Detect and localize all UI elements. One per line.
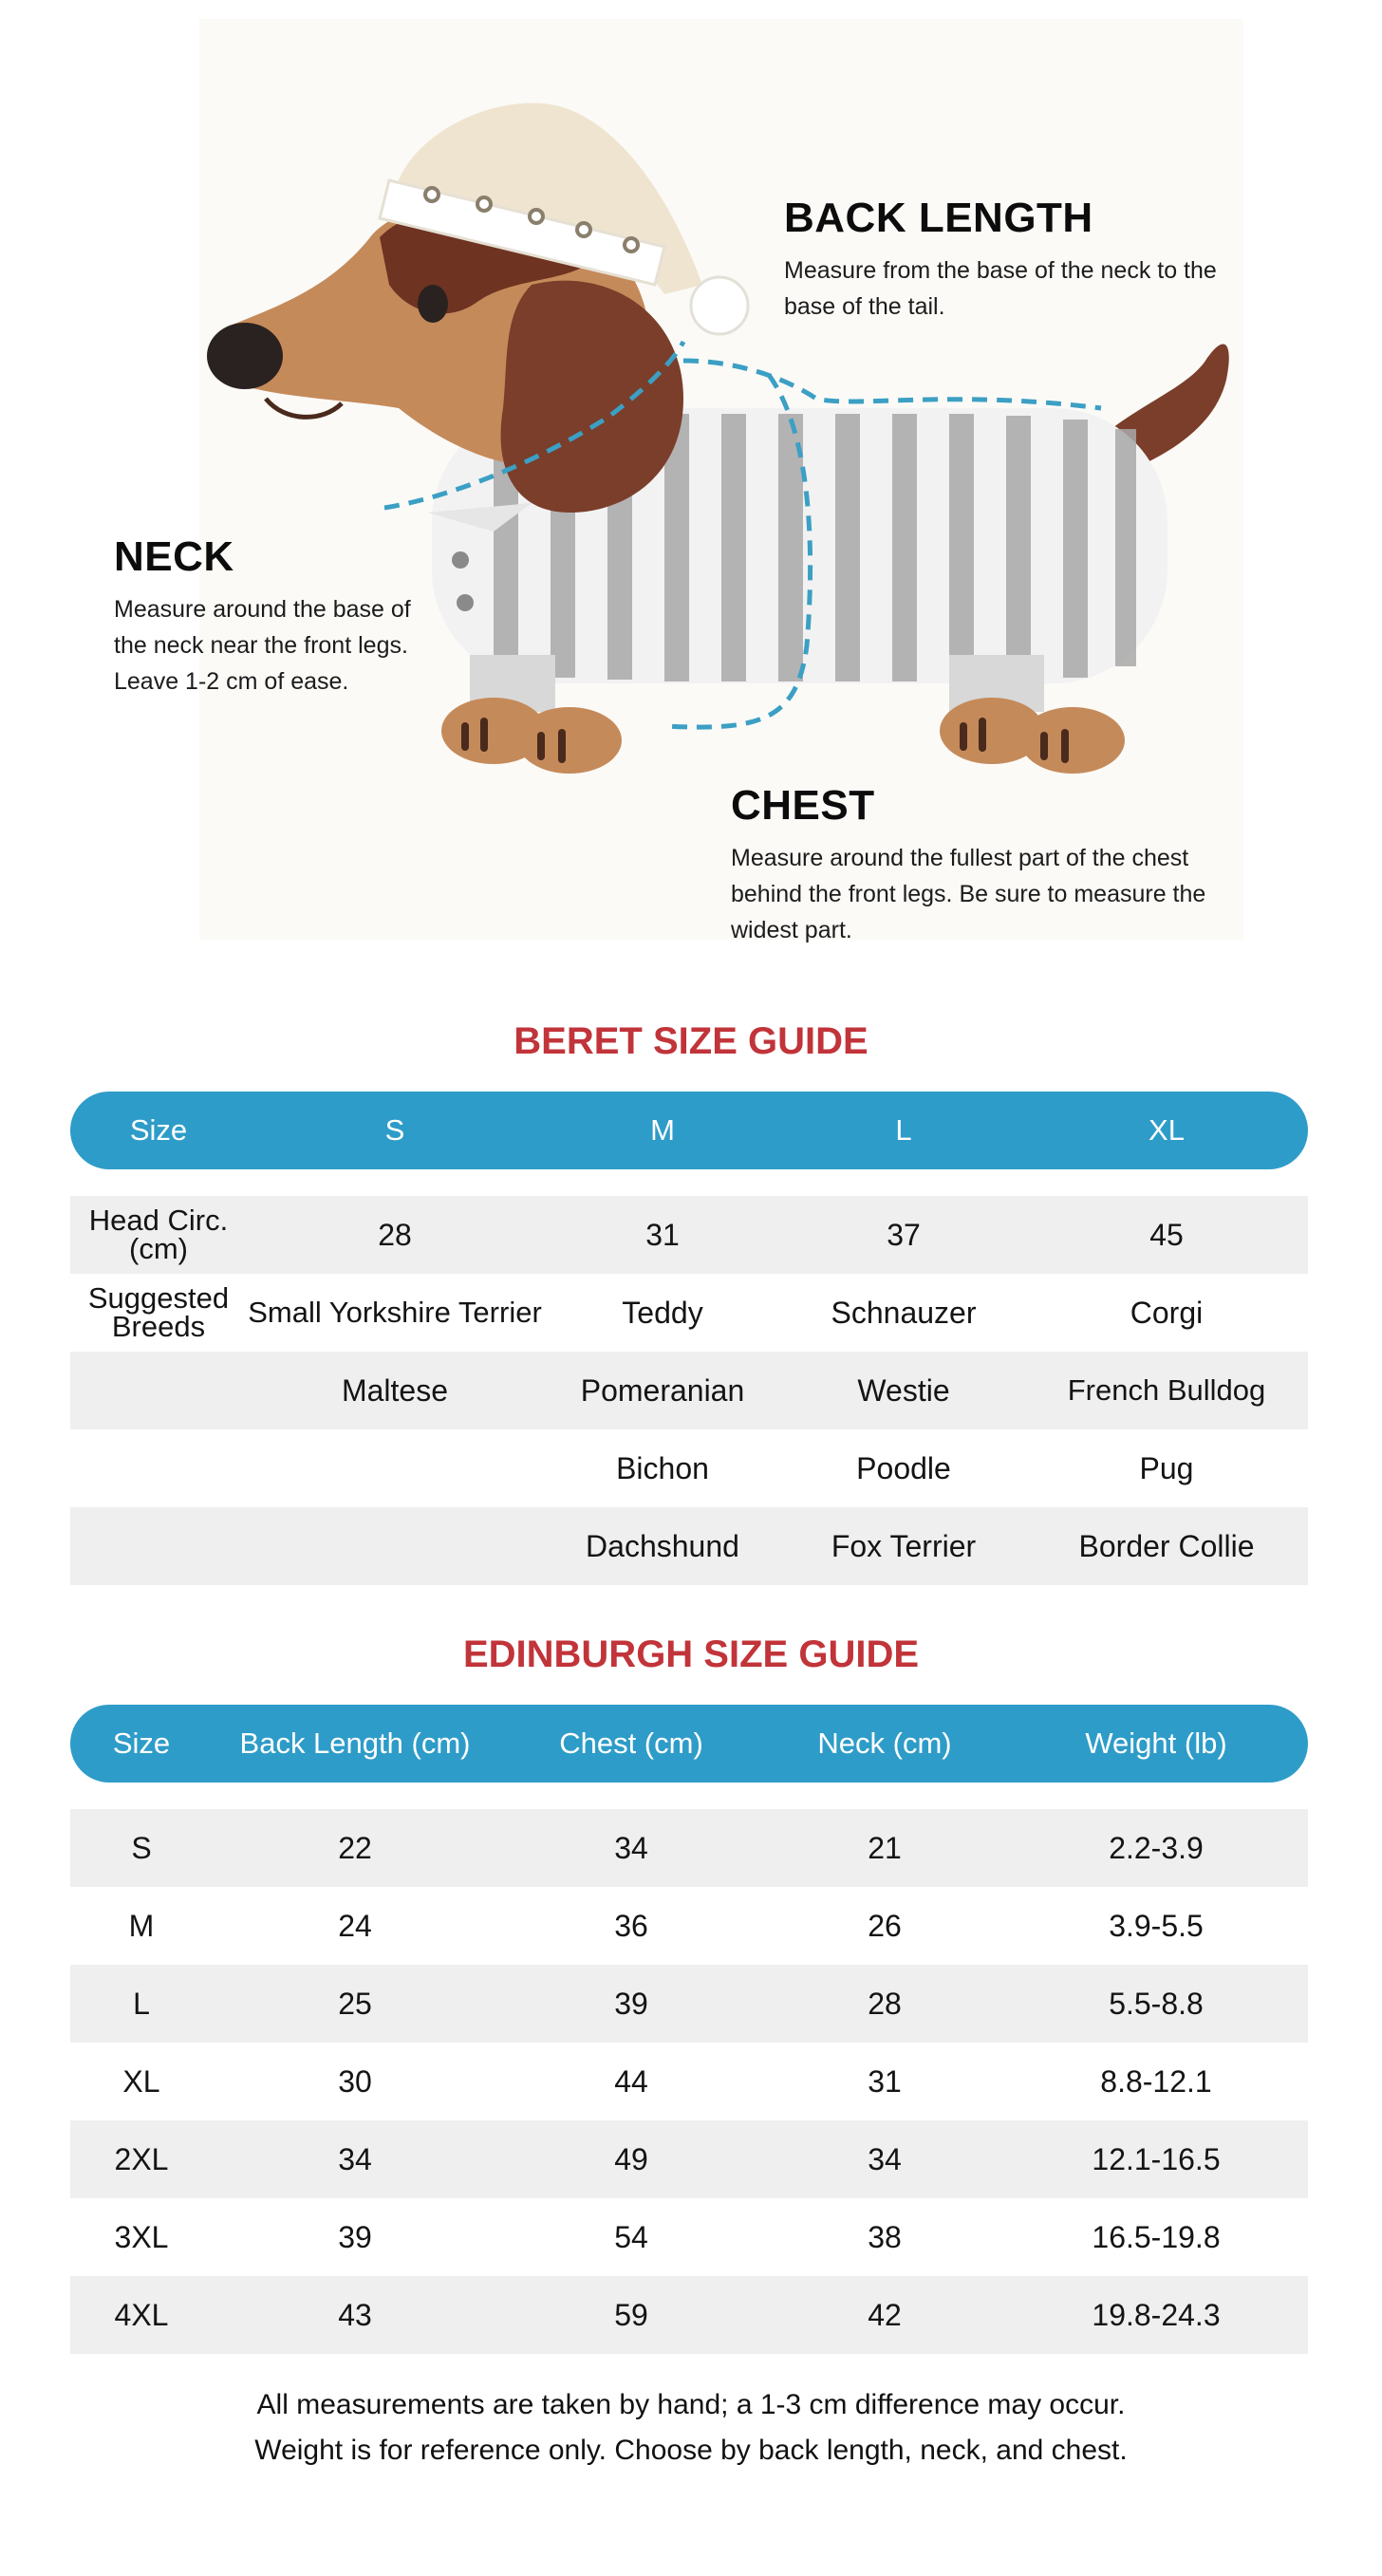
table-cell: 31 [645,1218,680,1252]
table-cell: Suggested Breeds [87,1281,230,1343]
table-cell: Maltese [341,1373,449,1408]
measurement-note-line-2: Weight is for reference only. Choose by back length, neck, and chest. [254,2435,1128,2466]
table-cell: 43 [338,2298,372,2332]
table-cell: Fox Terrier [831,1529,977,1563]
table-cell: 31 [868,2064,902,2099]
header-cell: Back Length (cm) [239,1727,471,1760]
header-cell: Neck (cm) [817,1727,952,1760]
beret-size-table [70,1092,1308,1585]
measurement-note-line-1: All measurements are taken by hand; a 1-3 cm difference may occur. [256,2389,1126,2420]
table-cell: 42 [868,2298,902,2332]
table-cell: 2.2-3.9 [1109,1831,1204,1865]
table-row [70,2120,1308,2198]
chest-desc: Measure around the fullest part of the chest behind the front legs. Be sure to measure the widest part. [731,845,1206,943]
table-cell: Pug [1139,1451,1194,1485]
header-cell: Chest (cm) [559,1727,703,1760]
table-row [70,1429,1308,1507]
table-cell: 3.9-5.5 [1109,1909,1204,1943]
table-cell: 2XL [114,2142,169,2176]
table-cell [247,1429,543,1507]
table-row [70,1196,1308,1274]
dog-eye [418,285,448,323]
table-cell: 25 [338,1987,372,2021]
chest-callout [731,782,1243,948]
table-cell: 59 [614,2298,648,2332]
table-cell: 28 [868,1987,902,2021]
table-cell: Westie [857,1373,950,1408]
table-cell: M [128,1909,155,1943]
neck-callout [114,533,427,700]
table-cell [70,1429,247,1507]
table-cell [70,1352,247,1429]
table-row [70,1809,1308,1887]
table-cell: 3XL [114,2220,169,2254]
header-cell: Size [112,1727,171,1760]
header-cell: XL [1149,1113,1185,1147]
neck-title: NECK [114,533,234,580]
table-cell: 34 [614,1831,648,1865]
table-cell: French Bulldog [1067,1373,1266,1407]
edinburgh-size-guide-title: EDINBURGH SIZE GUIDE [462,1633,920,1675]
dog-nose [207,323,283,389]
table-row [70,1887,1308,1965]
table-cell: S [131,1831,152,1865]
table-cell: 12.1-16.5 [1092,2142,1221,2176]
table-cell: 38 [868,2220,902,2254]
table-cell: Poodle [856,1451,951,1485]
table-cell: 37 [887,1218,921,1252]
table-cell: Border Collie [1078,1529,1255,1563]
table-row [70,2198,1308,2276]
header-cell: Weight (lb) [1085,1727,1227,1760]
chest-title: CHEST [731,782,875,829]
table-cell: 24 [338,1909,372,1943]
table-cell: 45 [1149,1218,1184,1252]
table-row [70,1965,1308,2043]
table-cell: 39 [338,2220,372,2254]
table-cell: XL [122,2064,160,2099]
table-cell: 5.5-8.8 [1109,1987,1204,2021]
hero-section [0,0,1382,959]
table-cell: Head Circ. (cm) [88,1204,229,1265]
beret-table-header [70,1092,1308,1169]
table-cell: 26 [868,1909,902,1943]
table-row [70,1274,1308,1352]
table-cell: Schnauzer [831,1296,977,1330]
table-row [70,2043,1308,2120]
table-cell: 16.5-19.8 [1092,2220,1221,2254]
table-cell: 30 [338,2064,372,2099]
back-length-callout [784,197,1240,325]
table-cell [70,1507,247,1585]
table-cell: Pomeranian [580,1373,745,1408]
table-cell: 36 [614,1909,648,1943]
table-row [70,2276,1308,2354]
table-cell: Small Yorkshire Terrier [248,1296,542,1329]
header-cell: Size [129,1113,188,1147]
table-cell: 39 [614,1987,648,2021]
back-length-desc: Measure from the base of the neck to the base of the tail. [784,257,1217,320]
table-cell: Corgi [1130,1296,1204,1330]
table-cell: 34 [338,2142,372,2176]
table-cell: 8.8-12.1 [1100,2064,1212,2099]
table-cell: Teddy [622,1296,703,1330]
table-cell: 19.8-24.3 [1092,2298,1221,2332]
table-cell: 28 [378,1218,412,1252]
table-cell: Dachshund [586,1529,739,1563]
table-cell: 4XL [114,2298,169,2332]
table-row [70,1352,1308,1429]
header-cell: M [650,1113,675,1147]
table-cell: Bichon [616,1451,709,1485]
table-cell: 44 [614,2064,648,2099]
neck-desc: Measure around the base of the neck near the front legs. Leave 1-2 cm of ease. [114,596,411,695]
edinburgh-size-table [70,1705,1308,2354]
header-cell: L [895,1113,912,1147]
header-cell: S [384,1113,405,1147]
table-cell: L [133,1987,150,2021]
table-cell: 21 [868,1831,902,1865]
edinburgh-table-header [70,1705,1308,1783]
back-length-title: BACK LENGTH [784,195,1093,241]
table-row [70,1507,1308,1585]
table-cell [247,1507,543,1585]
table-cell: 34 [868,2142,902,2176]
table-cell: 54 [614,2220,648,2254]
table-cell: 49 [614,2142,648,2176]
beret-size-guide-title: BERET SIZE GUIDE [514,1020,868,1062]
measurement-note [0,2382,1382,2473]
table-cell: 22 [338,1831,372,1865]
